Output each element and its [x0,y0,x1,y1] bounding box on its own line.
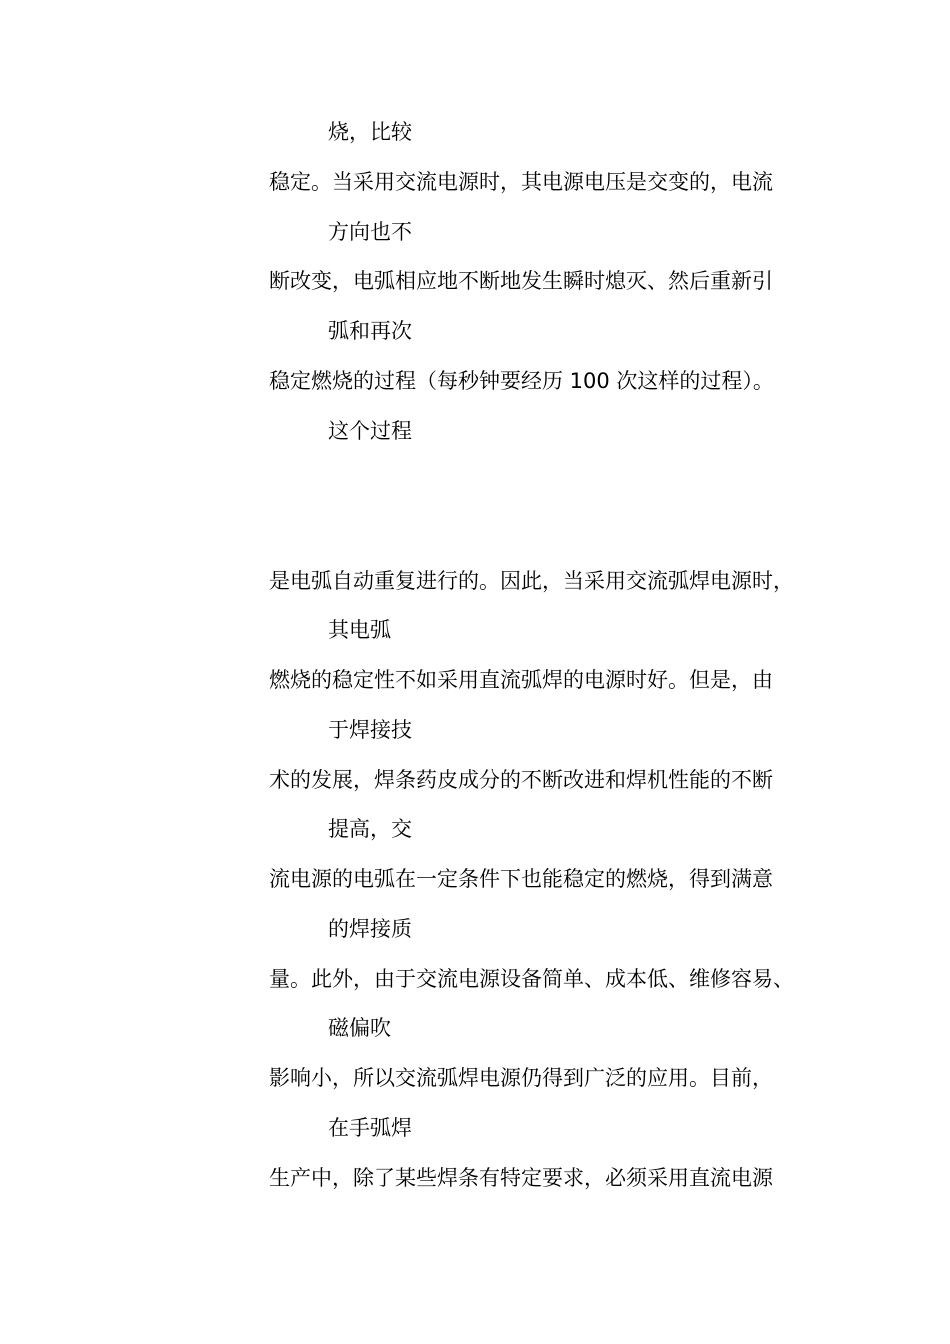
text-line-13: 提高，交 [328,817,412,841]
text-line-19: 在手弧焊 [328,1116,412,1140]
text-line-4: 断改变，电弧相应地不断地发生瞬时熄灭、然后重新引 [269,269,773,293]
text-line-15: 的焊接质 [328,917,412,941]
text-line-7: 这个过程 [328,419,412,443]
text-line-11: 于焊接技 [328,718,412,742]
text-line-5: 弧和再次 [328,319,412,343]
text-line-17: 磁偏吹 [328,1016,391,1040]
text-line-1: 烧，比较 [328,120,412,144]
text-line-12: 术的发展，焊条药皮成分的不断改进和焊机性能的不断 [269,768,773,792]
text-line-6: 稳定燃烧的过程（每秒钟要经历 100 次这样的过程）。 [269,369,774,393]
text-line-16: 量。此外，由于交流电源设备简单、成本低、维修容易、 [269,967,794,991]
text-line-8: 是电弧自动重复进行的。因此，当采用交流弧焊电源时， [269,569,794,593]
text-line-20: 生产中，除了某些焊条有特定要求，必须采用直流电源 [269,1166,773,1190]
text-line-10: 燃烧的稳定性不如采用直流弧焊的电源时好。但是，由 [269,668,773,692]
text-line-9: 其电弧 [328,618,391,642]
text-line-14: 流电源的电弧在一定条件下也能稳定的燃烧，得到满意 [269,867,773,891]
text-line-18: 影响小，所以交流弧焊电源仍得到广泛的应用。目前， [269,1066,773,1090]
text-line-2: 稳定。当采用交流电源时，其电源电压是交变的，电流 [269,170,773,194]
text-line-3: 方向也不 [328,220,412,244]
